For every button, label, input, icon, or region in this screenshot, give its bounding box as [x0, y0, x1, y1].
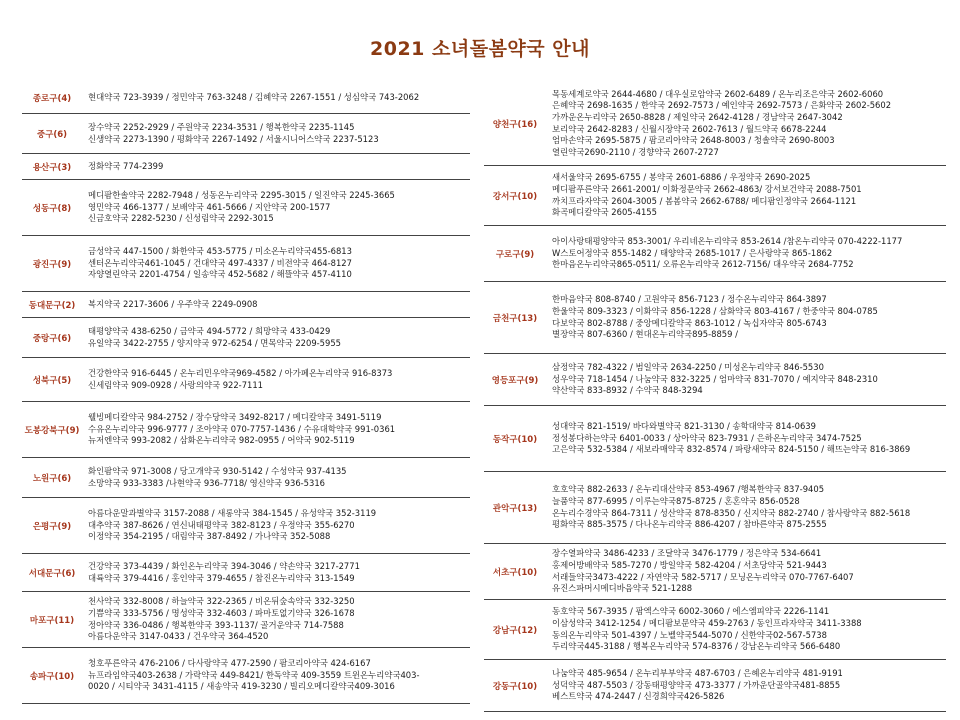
district-name: 동작구(10): [492, 434, 538, 445]
district-name: 구로구(9): [495, 249, 535, 260]
pharmacy-lines: [82, 326, 470, 349]
pharmacy-line: 온누리수경약국 864-7311 / 성산약국 878-8350 / 신지약국 882-2740 / 참사랑약국 882-5618: [552, 507, 911, 518]
pharmacy-lines: [546, 548, 946, 594]
pharmacy-line: 고은약국 532-5384 / 새보라매약국 832-8574 / 파랑새약국 824-5150 / 해뜨는약국 816-3869: [552, 444, 911, 455]
district-name: 양천구(16): [492, 119, 538, 130]
pharmacy-line: 보리약국 2642-8283 / 신월시장약국 2602-7613 / 월드약국 6678-2244: [552, 123, 827, 134]
pharmacy-lines: [82, 658, 470, 693]
pharmacy-lines: [546, 484, 946, 530]
pharmacy-line: 대추약국 387-8626 / 연신내태평약국 382-8123 / 우정약국 355-6270: [88, 519, 355, 530]
district-name: 강남구(12): [492, 625, 538, 636]
district-row: [484, 82, 946, 166]
district-row: [22, 82, 470, 114]
district-row: [484, 544, 946, 600]
pharmacy-lines: [546, 294, 946, 340]
pharmacy-line: 태평양약국 438-6250 / 금약국 494-5772 / 희망약국 433-0429: [88, 325, 331, 336]
district-name: 마포구(11): [29, 615, 75, 626]
pharmacy-lines: [546, 236, 946, 271]
pharmacy-line: 평화약국 885-3575 / 다나온누리약국 886-4207 / 참바른약국 875-2555: [552, 519, 827, 530]
district-row: [484, 226, 946, 282]
pharmacy-line: 뉴프라임약국403-2638 / 가락약국 449-8421/ 한독약국 409-3559 트윈온누리약국403-: [88, 669, 420, 680]
district-name: 송파구(10): [29, 671, 75, 682]
pharmacy-line: 열린약국2690-2110 / 경향약국 2607-2727: [552, 146, 719, 157]
pharmacy-line: 두리약국445-3188 / 행복온누리약국 574-8376 / 강남온누리약국 566-6480: [552, 641, 841, 652]
pharmacy-lines: [546, 421, 946, 456]
pharmacy-line: 정성봉다하는약국 6401-0033 / 상아약국 823-7931 / 은하온누리약국 3474-7525: [552, 432, 862, 443]
district-row: [22, 180, 470, 236]
district-row: [22, 498, 470, 554]
pharmacy-lines: [546, 606, 946, 652]
pharmacy-line: 현대약국 723-3939 / 정민약국 763-3248 / 김혜약국 2267-1551 / 성심약국 743-2062: [88, 91, 420, 102]
district-name: 도봉강북구(9): [24, 425, 80, 436]
district-name: 동대문구(2): [28, 300, 76, 311]
pharmacy-line: 가까운온누리약국 2650-8828 / 제일약국 2642-4128 / 경남약국 2647-3042: [552, 111, 843, 122]
district-name: 서초구(10): [492, 567, 538, 578]
pharmacy-lines: [546, 89, 946, 159]
pharmacy-lines: [82, 368, 470, 391]
pharmacy-line: 엄마손약국 2695-5875 / 팜코리아약국 2648-8003 / 청솔약국 2690-8003: [552, 135, 835, 146]
pharmacy-line: 늘품약국 877-6995 / 이루는약국875-8725 / 혼혼약국 856-0528: [552, 495, 800, 506]
district-name: 중구(6): [36, 129, 68, 140]
pharmacy-line: 자양열린약국 2201-4754 / 일송약국 452-5682 / 해뜰약국 457-4110: [88, 269, 352, 280]
pharmacy-line: 은혜약국 2698-1635 / 한약국 2692-7573 / 예인약국 2692-7573 / 은화약국 2602-5602: [552, 100, 892, 111]
pharmacy-lines: [546, 172, 946, 218]
pharmacy-line: 동호약국 567-3935 / 팜엑스약국 6002-3060 / 에스엠피약국 2226-1141: [552, 606, 830, 617]
pharmacy-line: 메디팜푸른약국 2661-2001/ 이화정문약국 2662-4863/ 강서보건약국 2088-7501: [552, 183, 862, 194]
pharmacy-line: 건강약국 373-4439 / 화인온누리약국 394-3046 / 약손약국 3217-2771: [88, 560, 360, 571]
pharmacy-list-right: [484, 82, 946, 712]
pharmacy-lines: [82, 122, 470, 145]
pharmacy-line: 금성약국 447-1500 / 화한약국 453-5775 / 미소온누리약국455-6813: [88, 246, 352, 257]
pharmacy-lines: [82, 246, 470, 281]
pharmacy-line: 별장약국 807-6360 / 현대온누리약국895-8859 /: [552, 329, 738, 340]
pharmacy-lines: [82, 412, 470, 447]
district-row: [484, 600, 946, 660]
pharmacy-line: 건강한약국 916-6445 / 온누리민우약국969-4582 / 아가페온누리약국 916-8373: [88, 367, 393, 378]
pharmacy-line: 기쁨약국 333-5756 / 명성약국 332-4603 / 파마토없기약국 326-1678: [88, 607, 355, 618]
pharmacy-line: 호호약국 882-2633 / 온누리대산약국 853-4967 /행복한약국 837-9405: [552, 484, 825, 495]
pharmacy-lines: [82, 561, 470, 584]
pharmacy-line: 신생약국 2273-1390 / 평화약국 2267-1492 / 서울시니어스약국 2237-5123: [88, 133, 379, 144]
pharmacy-line: 천사약국 332-8008 / 하늘약국 322-2365 / 비온뒤숲속약국 332-3250: [88, 596, 355, 607]
pharmacy-line: 신세림약국 909-0928 / 사랑의약국 922-7111: [88, 379, 264, 390]
pharmacy-lines: [546, 362, 946, 397]
pharmacy-lines: [82, 92, 470, 104]
pharmacy-line: 메디팜한솔약국 2282-7948 / 성동온누리약국 2295-3015 / 일진약국 2245-3665: [88, 190, 395, 201]
pharmacy-line: 장수약국 2252-2929 / 주원약국 2234-3531 / 행복한약국 2235-1145: [88, 121, 355, 132]
district-name: 성동구(8): [32, 203, 72, 214]
pharmacy-line: 센터온누리약국461-1045 / 건대약국 497-4337 / 비전약국 464-8127: [88, 257, 352, 268]
pharmacy-lines: [82, 508, 470, 543]
pharmacy-line: 이정약국 354-2195 / 대림약국 387-8492 / 가나약국 352-5088: [88, 531, 331, 542]
pharmacy-line: 성대약국 821-1519/ 바다와별약국 821-3130 / 송학대약국 814-0639: [552, 421, 816, 432]
pharmacy-line: 서래들약국3473-4222 / 자연약국 582-5717 / 모닝온누리약국 070-7767-6407: [552, 571, 854, 582]
district-row: [22, 358, 470, 402]
pharmacy-line: 소망약국 933-3383 /나현약국 936-7718/ 영신약국 936-5316: [88, 477, 325, 488]
pharmacy-line: 대륙약국 379-4416 / 홍인약국 379-4655 / 참진온누리약국 313-1549: [88, 572, 355, 583]
district-name: 성북구(5): [32, 375, 72, 386]
district-row: [484, 660, 946, 712]
pharmacy-line: 약산약국 833-8932 / 수약국 848-3294: [552, 385, 703, 396]
pharmacy-line: 정아약국 336-0486 / 행복한약국 393-1137/ 골거운약국 714-7588: [88, 619, 344, 630]
district-name: 관악구(13): [492, 503, 538, 514]
pharmacy-lines: [82, 299, 470, 311]
pharmacy-line: 화곡메디칼약국 2605-4155: [552, 207, 657, 218]
pharmacy-line: 동의온누리약국 501-4397 / 노벨약국544-5070 / 신한약국02-567-5738: [552, 629, 827, 640]
pharmacy-line: 이삼성약국 3412-1254 / 메디팜보문약국 459-2763 / 동인프라자약국 3411-3388: [552, 617, 862, 628]
district-row: [22, 592, 470, 648]
pharmacy-line: 한울약국 809-3323 / 이화약국 856-1228 / 삼화약국 803-4167 / 한중약국 804-0785: [552, 305, 878, 316]
district-row: [484, 282, 946, 354]
district-name: 용산구(3): [32, 162, 72, 173]
pharmacy-line: W스토어정약국 855-1482 / 태양약국 2685-1017 / 은사랑약국 865-1862: [552, 247, 833, 258]
pharmacy-line: 0020 / 시티약국 3431-4115 / 새송약국 419-3230 / 빌리오메디칼약국409-3016: [88, 681, 395, 692]
district-row: [484, 166, 946, 226]
pharmacy-line: 아이사랑태평양약국 853-3001/ 우리네온누리약국 853-2614 /참온누리약국 070-4222-1177: [552, 236, 903, 247]
pharmacy-line: 까치프라자약국 2604-3005 / 봄봄약국 2662-6788/ 메디팜인정약국 2664-1121: [552, 195, 857, 206]
district-name: 노원구(6): [32, 473, 72, 484]
pharmacy-line: 유일약국 3422-2755 / 양지약국 972-6254 / 면목약국 2209-5955: [88, 337, 341, 348]
pharmacy-line: 웰빙메디칼약국 984-2752 / 장수당약국 3492-8217 / 메디칼약국 3491-5119: [88, 412, 382, 423]
pharmacy-line: 복지약국 2217-3606 / 우주약국 2249-0908: [88, 298, 258, 309]
pharmacy-line: 유진스파머시메디바음약국 521-1288: [552, 583, 693, 594]
district-name: 중랑구(6): [32, 333, 72, 344]
pharmacy-line: 뉴저엔약국 993-2082 / 삼화온누리약국 982-0955 / 어약국 902-5119: [88, 435, 355, 446]
pharmacy-line: 나눔약국 485-9654 / 온누리부부약국 487-6703 / 은혜온누리약국 481-9191: [552, 668, 843, 679]
pharmacy-line: 새서울약국 2695-6755 / 봉약국 2601-6886 / 우정약국 2690-2025: [552, 172, 811, 183]
district-name: 서대문구(6): [28, 568, 76, 579]
district-name: 영등포구(9): [491, 375, 539, 386]
district-row: [22, 154, 470, 180]
district-row: [484, 354, 946, 406]
pharmacy-line: 한마음온누리약국865-0511/ 오류온누리약국 2612-7156/ 대우약국 2684-7752: [552, 259, 854, 270]
pharmacy-line: 정화약국 774-2399: [88, 160, 164, 171]
pharmacy-line: 영민약국 466-1377 / 보배약국 461-5666 / 지안약국 200-1577: [88, 201, 331, 212]
pharmacy-line: 홍제어방배약국 585-7270 / 방일약국 582-4204 / 서초당약국 521-9443: [552, 559, 827, 570]
district-name: 은평구(9): [32, 521, 72, 532]
pharmacy-line: 신금호약국 2282-5230 / 신성림약국 2292-3015: [88, 213, 274, 224]
pharmacy-lines: [82, 596, 470, 642]
page-title: 2021 소녀돌봄약국 안내: [370, 38, 590, 60]
district-row: [484, 472, 946, 544]
pharmacy-lines: [82, 190, 470, 225]
pharmacy-line: 한마음약국 808-8740 / 고원약국 856-7123 / 정수온누리약국 864-3897: [552, 294, 827, 305]
pharmacy-line: 삼정약국 782-4322 / 범일약국 2634-2250 / 미성온누리약국 846-5530: [552, 362, 824, 373]
pharmacy-line: 장수열파약국 3486-4233 / 조달약국 3476-1779 / 정은약국 534-6641: [552, 548, 822, 559]
pharmacy-line: 청호푸른약국 476-2106 / 다사랑약국 477-2590 / 팜코리아약국 424-6167: [88, 658, 371, 669]
pharmacy-lines: [546, 668, 946, 703]
district-row: [22, 236, 470, 292]
district-row: [484, 406, 946, 472]
pharmacy-line: 성우약국 718-1454 / 나눔약국 832-3225 / 엄마약국 831-7070 / 예지약국 848-2310: [552, 373, 878, 384]
district-row: [22, 458, 470, 498]
pharmacy-line: 수유온누리약국 996-9777 / 조아약국 070-7757-1436 / 수유대학약국 991-0361: [88, 423, 396, 434]
district-row: [22, 318, 470, 358]
pharmacy-line: 아름다운약국 3147-0433 / 건우약국 364-4520: [88, 631, 269, 642]
pharmacy-list-left: [22, 82, 470, 704]
district-name: 강서구(10): [492, 191, 538, 202]
pharmacy-line: 다보약국 802-8788 / 중앙메디칼약국 863-1012 / 녹십자약국 805-6743: [552, 317, 827, 328]
pharmacy-line: 목동세계로약국 2644-4680 / 대우실로암약국 2602-6489 / 온누리조은약국 2602-6060: [552, 88, 884, 99]
pharmacy-lines: [82, 466, 470, 489]
pharmacy-line: 아름다운말과별약국 3157-2088 / 새롱약국 384-1545 / 유성약국 352-3119: [88, 508, 377, 519]
district-row: [22, 554, 470, 592]
district-row: [22, 292, 470, 318]
district-name: 광진구(9): [32, 259, 72, 270]
pharmacy-line: 화인팜약국 971-3008 / 당고개약국 930-5142 / 수성약국 937-4135: [88, 465, 347, 476]
district-row: [22, 114, 470, 154]
pharmacy-line: 베스트약국 474-2447 / 신경희약국426-5826: [552, 691, 725, 702]
district-row: [22, 648, 470, 704]
pharmacy-lines: [82, 161, 470, 173]
district-name: 금천구(13): [492, 313, 538, 324]
district-name: 강동구(10): [492, 681, 538, 692]
district-name: 종로구(4): [32, 93, 72, 104]
district-row: [22, 402, 470, 458]
pharmacy-line: 성덕약국 487-5503 / 강동태평양약국 473-3377 / 가까운단골약국481-8855: [552, 679, 841, 690]
